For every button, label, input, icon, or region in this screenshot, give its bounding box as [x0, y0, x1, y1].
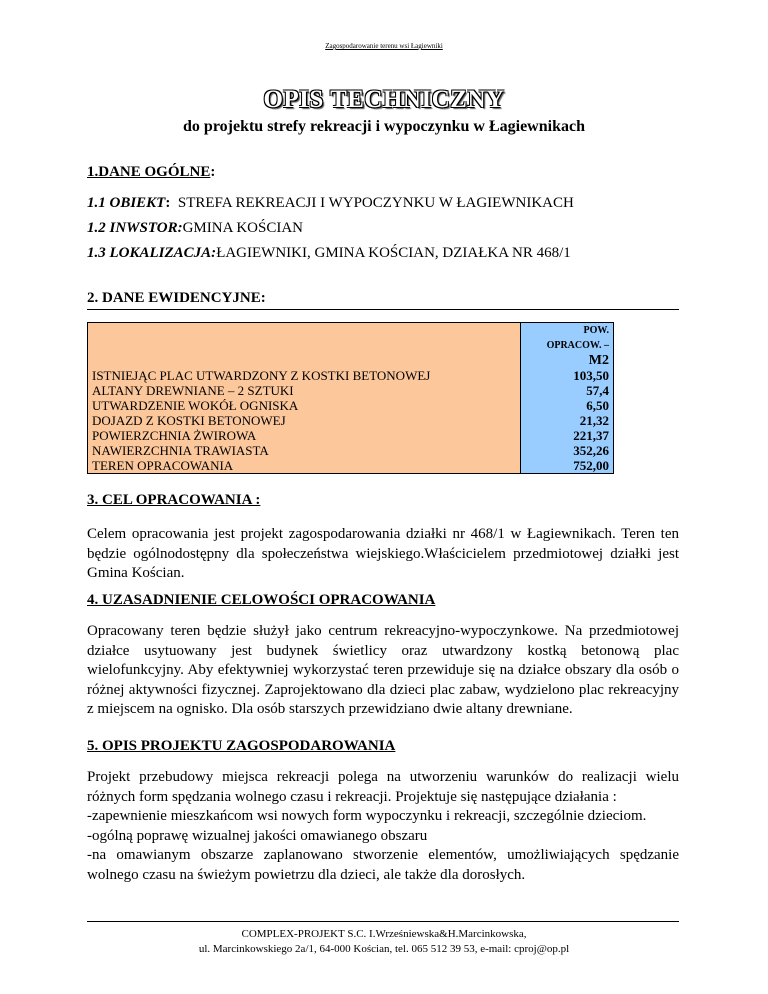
table-row-label: UTWARDZENIE WOKÓŁ OGNISKA — [88, 398, 521, 413]
table-row-value: 103,50 — [521, 368, 614, 383]
section-1-heading-colon: : — [210, 164, 216, 180]
table-row-value: 752,00 — [521, 458, 614, 474]
info-investor-value: GMINA KOŚCIAN — [182, 220, 304, 236]
records-table — [87, 322, 614, 474]
info-object-label: 1.1 OBIEKT — [87, 195, 166, 211]
section-2-rule — [87, 309, 679, 310]
info-location-label: 1.3 LOKALIZACJA: — [87, 245, 217, 261]
info-object-colon: : — [165, 195, 171, 211]
footer-address: ul. Marcinkowskiego 2a/1, 64-000 Kościan, tel. 065 512 39 53, e-mail: cproj@op.pl — [198, 943, 570, 955]
table-row-label: ALTANY DREWNIANE – 2 SZTUKI — [88, 383, 521, 398]
table-header-row — [88, 323, 614, 339]
info-investor-label: 1.2 INWSTOR: — [87, 220, 183, 236]
table-header-label-cell — [88, 338, 521, 353]
table-row — [88, 383, 614, 398]
list-item: -ogólną poprawę wizualnej jakości omawianego obszaru — [87, 827, 428, 844]
footer-rule — [87, 921, 679, 922]
section-3-text: Celem opracowania jest projekt zagospodarowania działki nr 468/1 w Łagiewnikach. Teren ten będzie ogólnodostępny dla społeczeństwa wiejskiego.Właścicielem przedmiotowej działki jest Gmina Kościan. — [87, 526, 679, 582]
table-row-value: 352,26 — [521, 443, 614, 458]
table-row-label: POWIERZCHNIA ŻWIROWA — [88, 428, 521, 443]
section-5-heading: 5. OPIS PROJEKTU ZAGOSPODAROWANIA — [87, 738, 396, 754]
table-row — [88, 413, 614, 428]
section-5-intro: Projekt przebudowy miejsca rekreacji polega na utworzeniu warunków do realizacji wielu różnych form spędzania wolnego czasu i rekreacji. Projektuje się następujące działania : — [87, 769, 679, 805]
info-location — [87, 245, 571, 262]
section-3-heading: 3. CEL OPRACOWANIA : — [87, 492, 261, 508]
table-row-label: NAWIERZCHNIA TRAWIASTA — [88, 443, 521, 458]
footer — [0, 927, 768, 957]
table-row-label: DOJAZD Z KOSTKI BETONOWEJ — [88, 413, 521, 428]
table-row — [88, 458, 614, 474]
section-4-text: Opracowany teren będzie służył jako centrum rekreacyjno-wypoczynkowe. Na przedmiotowej działce usytuowany jest budynek świetlicy oraz utwardzony kostką betonową plac wielofunkcyjny. Aby efektywniej wykorzystać teren przewiduje się na działce obszary dla osób o różnej aktywności fizycznej. Zaprojektowano dla dzieci plac zabaw, wydzielono plac rekreacyjny z miejscem na ognisko. Dla osób starszych przewidziano dwie altany drewniane. — [87, 623, 679, 718]
document-title: OPIS TECHNICZNY — [263, 86, 505, 113]
info-object-value: STREFA REKREACJI I WYPOCZYNKU W ŁAGIEWNIKACH — [170, 195, 574, 211]
table-header-unit: M2 — [521, 353, 614, 368]
table-row — [88, 428, 614, 443]
table-header-pow: POW. — [521, 323, 614, 339]
table-header-label-cell — [88, 353, 521, 368]
info-object — [87, 195, 574, 212]
table-row-value: 57,4 — [521, 383, 614, 398]
list-item: -na omawianym obszarze zaplanowano stworzenie elementów, umożliwiających spędzanie wolnego czasu na świeżym powietrzu dla dzieci, ale także dla dorosłych. — [87, 847, 679, 883]
table-row-value: 6,50 — [521, 398, 614, 413]
table-row-value: 221,37 — [521, 428, 614, 443]
table-header-opracow: OPRACOW. – — [521, 338, 614, 353]
table-row — [88, 443, 614, 458]
footer-company: COMPLEX-PROJEKT S.C. I.Wrześniewska&H.Marcinkowska, — [241, 928, 527, 940]
info-location-value: ŁAGIEWNIKI, GMINA KOŚCIAN, DZIAŁKA NR 468/1 — [216, 245, 571, 261]
running-header: Zagospodarowanie terenu wsi Łagiewniki — [325, 42, 443, 50]
table-row-label: ISTNIEJĄC PLAC UTWARDZONY Z KOSTKI BETONOWEJ — [88, 368, 521, 383]
table-row-label: TEREN OPRACOWANIA — [88, 458, 521, 474]
table-header-row — [88, 338, 614, 353]
section-4-heading: 4. UZASADNIENIE CELOWOŚCI OPRACOWANIA — [87, 592, 436, 608]
table-header-row — [88, 353, 614, 368]
info-investor — [87, 220, 303, 237]
section-2-heading: 2. DANE EWIDENCYJNE: — [87, 290, 266, 306]
section-1-heading — [87, 164, 215, 181]
table-row-value: 21,32 — [521, 413, 614, 428]
section-1-heading-text: 1.DANE OGÓLNE — [87, 164, 211, 180]
list-item: -zapewnienie mieszkańcom wsi nowych form wypoczynku i rekreacji, szczególnie dzieciom. — [87, 808, 647, 825]
section-5-body — [87, 768, 679, 886]
table-row — [88, 368, 614, 383]
table-header-label-cell — [88, 323, 521, 339]
table-row — [88, 398, 614, 413]
document-subtitle: do projektu strefy rekreacji i wypoczynku w Łagiewnikach — [183, 118, 585, 135]
